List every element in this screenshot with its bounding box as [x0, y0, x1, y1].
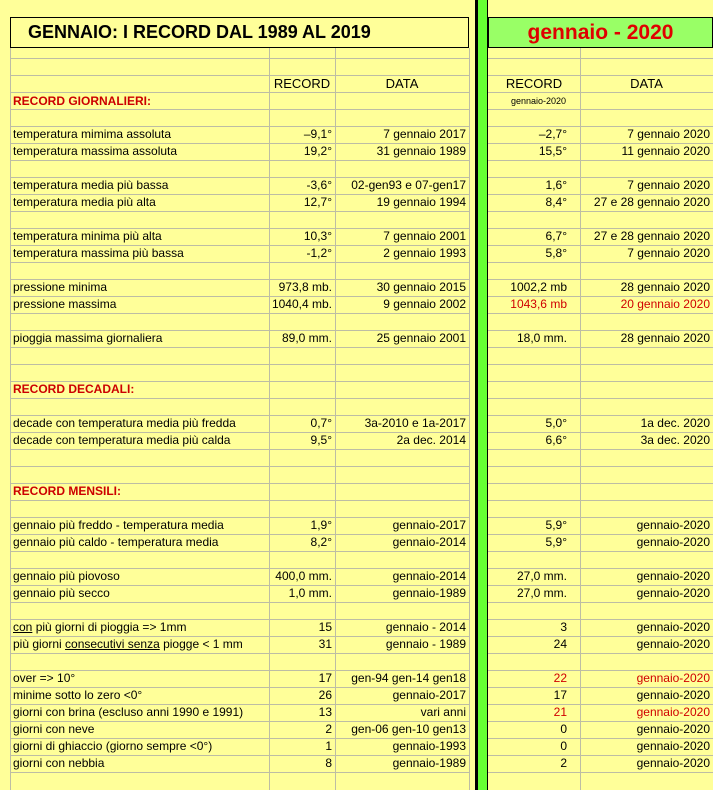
- row-date-2020: gennaio-2020: [636, 620, 710, 634]
- row-label: giorni con nebbia: [13, 756, 105, 770]
- section-mensili: RECORD MENSILI:: [13, 484, 121, 498]
- row-date: 2a dec. 2014: [396, 433, 466, 447]
- row-date-2020: gennaio-2020: [636, 722, 710, 736]
- row-record: -1,2°: [306, 246, 332, 260]
- row-label: giorni con neve: [13, 722, 95, 736]
- row-label: più giorni consecutivi senza piogge < 1 mm: [13, 637, 243, 651]
- row-record-2020: 5,9°: [545, 518, 567, 532]
- row-label: temperatura media più alta: [13, 195, 156, 209]
- row-label: pressione minima: [13, 280, 108, 294]
- grid-hline: [10, 58, 469, 59]
- row-date-2020: 28 gennaio 2020: [620, 331, 710, 345]
- row-record: 1,0 mm.: [288, 586, 332, 600]
- row-date: 30 gennaio 2015: [376, 280, 466, 294]
- row-record: 89,0 mm.: [281, 331, 332, 345]
- row-record-2020: 6,7°: [545, 229, 567, 243]
- row-date: 3a-2010 e 1a-2017: [364, 416, 466, 430]
- grid-hline: [488, 398, 713, 399]
- row-record: 31: [318, 637, 332, 651]
- row-record-2020: 15,5°: [538, 144, 567, 158]
- row-record-2020: 5,9°: [545, 535, 567, 549]
- title-box-left: [10, 17, 469, 48]
- grid-hline: [488, 483, 713, 484]
- grid-hline: [488, 347, 713, 348]
- grid-hline: [10, 466, 469, 467]
- subheader-2020: gennaio-2020: [511, 96, 567, 106]
- row-record: -3,6°: [306, 178, 332, 192]
- row-date: gennaio-2014: [392, 569, 466, 583]
- row-date-2020: 3a dec. 2020: [640, 433, 710, 447]
- row-record-2020: 27,0 mm.: [516, 569, 567, 583]
- row-record: –9,1°: [303, 127, 332, 141]
- row-date-2020: gennaio-2020: [636, 688, 710, 702]
- row-record: 1040,4 mb.: [271, 297, 332, 311]
- grid-hline: [10, 160, 469, 161]
- row-date: 25 gennaio 2001: [376, 331, 466, 345]
- row-record-2020: 1,6°: [545, 178, 567, 192]
- row-date: 19 gennaio 1994: [376, 195, 466, 209]
- row-label: temperatura media più bassa: [13, 178, 169, 192]
- grid-vline: [469, 48, 470, 790]
- grid-hline: [10, 313, 469, 314]
- row-record-2020: 17: [553, 688, 567, 702]
- grid-hline: [488, 466, 713, 467]
- row-record-2020: 6,6°: [545, 433, 567, 447]
- row-date: vari anni: [420, 705, 466, 719]
- row-date-2020: gennaio-2020: [636, 739, 710, 753]
- row-date: gennaio - 1989: [385, 637, 466, 651]
- row-record-2020: 5,8°: [545, 246, 567, 260]
- grid-hline: [10, 653, 469, 654]
- row-label: over => 10°: [13, 671, 76, 685]
- row-record-2020: 1002,2 mb: [510, 280, 567, 294]
- row-date-2020: 28 gennaio 2020: [620, 280, 710, 294]
- divider-green: [478, 0, 487, 790]
- row-label: temperatura massima più bassa: [13, 246, 184, 260]
- row-record: 17: [318, 671, 332, 685]
- row-record-2020: 21: [553, 705, 567, 719]
- row-date: gennaio-1989: [392, 586, 466, 600]
- row-date-2020: 27 e 28 gennaio 2020: [593, 195, 710, 209]
- row-label: con più giorni di pioggia => 1mm: [13, 620, 187, 634]
- row-label: temperatura massima assoluta: [13, 144, 178, 158]
- row-date: 7 gennaio 2017: [383, 127, 466, 141]
- row-label: minime sotto lo zero <0°: [13, 688, 143, 702]
- row-date: gennaio-2017: [392, 688, 466, 702]
- header-data-2020: DATA: [630, 76, 663, 91]
- grid-hline: [10, 364, 469, 365]
- row-label: gennaio più secco: [13, 586, 110, 600]
- row-record-2020: 3: [560, 620, 567, 634]
- grid-hline: [488, 381, 713, 382]
- row-record-2020: 5,0°: [545, 416, 567, 430]
- row-record: 1: [325, 739, 332, 753]
- row-date-2020: 27 e 28 gennaio 2020: [593, 229, 710, 243]
- row-record: 973,8 mb.: [278, 280, 332, 294]
- grid-hline: [10, 602, 469, 603]
- grid-hline: [488, 500, 713, 501]
- row-date: 7 gennaio 2001: [383, 229, 466, 243]
- row-label: giorni con brina (escluso anni 1990 e 1991): [13, 705, 244, 719]
- row-record: 26: [318, 688, 332, 702]
- row-label: pioggia massima giornaliera: [13, 331, 163, 345]
- grid-hline: [488, 313, 713, 314]
- row-date-2020: 7 gennaio 2020: [627, 178, 710, 192]
- section-giornalieri: RECORD GIORNALIERI:: [13, 94, 151, 108]
- row-date: 31 gennaio 1989: [376, 144, 466, 158]
- row-label: gennaio più piovoso: [13, 569, 120, 583]
- row-label: decade con temperatura media più fredda: [13, 416, 236, 430]
- row-record: 8,2°: [310, 535, 332, 549]
- row-date-2020: 20 gennaio 2020: [620, 297, 710, 311]
- row-label: gennaio più caldo - temperatura media: [13, 535, 219, 549]
- row-record-2020: 0: [560, 722, 567, 736]
- row-label: temperatura mimima assoluta: [13, 127, 172, 141]
- grid-hline: [10, 772, 469, 773]
- row-record-2020: 24: [553, 637, 567, 651]
- row-date: 9 gennaio 2002: [383, 297, 466, 311]
- row-date-2020: gennaio-2020: [636, 705, 710, 719]
- grid-hline: [488, 262, 713, 263]
- grid-hline: [488, 364, 713, 365]
- row-record: 8: [325, 756, 332, 770]
- grid-vline: [10, 48, 11, 790]
- row-record-2020: 8,4°: [545, 195, 567, 209]
- grid-hline: [488, 551, 713, 552]
- row-date: 02-gen93 e 07-gen17: [351, 178, 466, 192]
- row-label: giorni di ghiaccio (giorno sempre <0°): [13, 739, 213, 753]
- row-date: gennaio-1989: [392, 756, 466, 770]
- row-date-2020: 1a dec. 2020: [640, 416, 710, 430]
- grid-hline: [10, 449, 469, 450]
- header-record: RECORD: [273, 76, 331, 91]
- row-date: gen-94 gen-14 gen18: [351, 671, 466, 685]
- row-record: 10,3°: [303, 229, 332, 243]
- row-record: 400,0 mm.: [275, 569, 332, 583]
- header-record-2020: RECORD: [505, 76, 563, 91]
- grid-hline: [488, 160, 713, 161]
- row-date-2020: gennaio-2020: [636, 586, 710, 600]
- row-date-2020: gennaio-2020: [636, 637, 710, 651]
- row-date-2020: gennaio-2020: [636, 569, 710, 583]
- row-date: gennaio-2017: [392, 518, 466, 532]
- row-record: 2: [325, 722, 332, 736]
- grid-hline: [488, 602, 713, 603]
- row-date-2020: 11 gennaio 2020: [621, 144, 710, 158]
- row-record: 0,7°: [310, 416, 332, 430]
- section-decadali: RECORD DECADALI:: [13, 382, 135, 396]
- row-record: 1,9°: [310, 518, 332, 532]
- row-record: 19,2°: [303, 144, 332, 158]
- row-date-2020: gennaio-2020: [636, 671, 710, 685]
- row-record-2020: 27,0 mm.: [516, 586, 567, 600]
- row-date: gennaio-2014: [392, 535, 466, 549]
- row-record: 15: [318, 620, 332, 634]
- row-date-2020: gennaio-2020: [636, 756, 710, 770]
- row-record-2020: 1043,6 mb: [510, 297, 567, 311]
- grid-hline: [10, 398, 469, 399]
- row-label: temperatura minima più alta: [13, 229, 162, 243]
- row-record: 12,7°: [303, 195, 332, 209]
- title-box-right: [488, 17, 713, 48]
- grid-hline: [10, 211, 469, 212]
- row-record-2020: –2,7°: [538, 127, 567, 141]
- row-record-2020: 22: [553, 671, 567, 685]
- grid-hline: [488, 211, 713, 212]
- grid-hline: [488, 449, 713, 450]
- row-record-2020: 0: [560, 739, 567, 753]
- grid-hline: [10, 551, 469, 552]
- page-title: GENNAIO: I RECORD DAL 1989 AL 2019: [28, 22, 371, 42]
- row-record-2020: 2: [560, 756, 567, 770]
- row-date: gennaio - 2014: [385, 620, 466, 634]
- grid-hline: [10, 500, 469, 501]
- row-label: pressione massima: [13, 297, 117, 311]
- row-date-2020: 7 gennaio 2020: [627, 127, 710, 141]
- grid-hline: [488, 653, 713, 654]
- row-date-2020: gennaio-2020: [636, 535, 710, 549]
- row-record: 9,5°: [310, 433, 332, 447]
- year-title: gennaio - 2020: [527, 21, 674, 44]
- grid-hline: [488, 58, 713, 59]
- row-label: decade con temperatura media più calda: [13, 433, 231, 447]
- row-date: gennaio-1993: [392, 739, 466, 753]
- row-date: 2 gennaio 1993: [383, 246, 466, 260]
- row-label: gennaio più freddo - temperatura media: [13, 518, 224, 532]
- grid-hline: [10, 262, 469, 263]
- row-date-2020: gennaio-2020: [636, 518, 710, 532]
- row-date: gen-06 gen-10 gen13: [351, 722, 466, 736]
- grid-hline: [10, 347, 469, 348]
- row-record: 13: [318, 705, 332, 719]
- grid-hline: [488, 772, 713, 773]
- row-date-2020: 7 gennaio 2020: [627, 246, 710, 260]
- row-record-2020: 18,0 mm.: [516, 331, 567, 345]
- header-data: DATA: [385, 76, 419, 91]
